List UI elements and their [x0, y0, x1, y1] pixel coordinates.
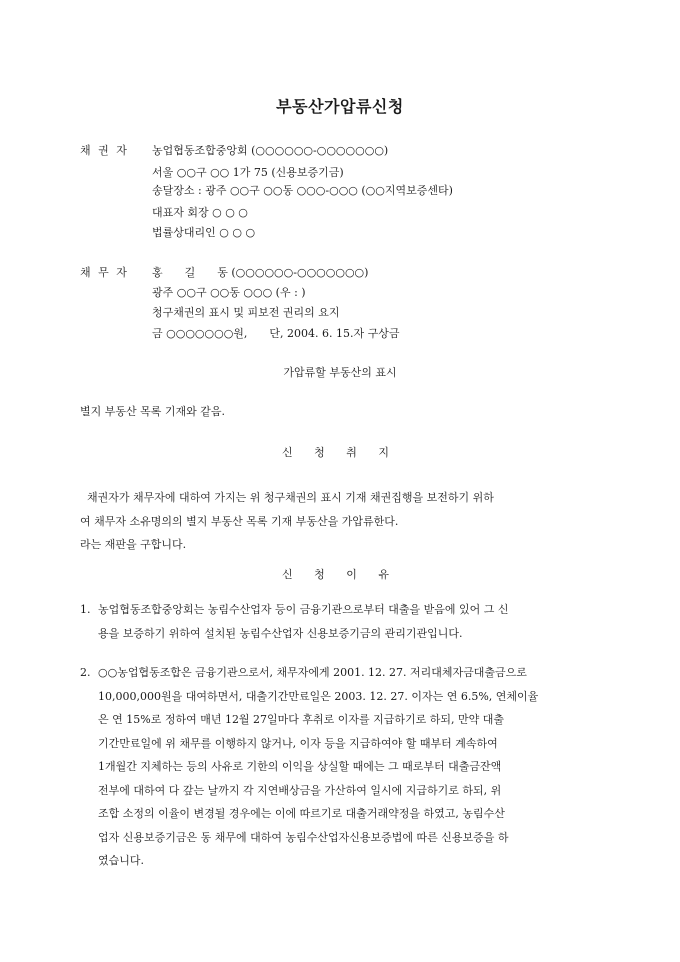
- reason-line: ○○농업협동조합은 금융기관으로서, 채무자에게 2001. 12. 27. 저리대체자금대출금으로: [98, 666, 527, 679]
- reason-line: 은 연 15%로 정하여 매년 12월 27일마다 후취로 이자를 지급하기로 하되, 만약 대출: [98, 713, 505, 726]
- property-heading: 가압류할 부동산의 표시: [283, 366, 397, 379]
- purpose-line: 여 채무자 소유명의의 별지 부동산 목록 기재 부동산을 가압류한다.: [80, 514, 399, 528]
- creditor-representative: 대표자 회장 ○ ○ ○: [152, 206, 248, 219]
- property-text: 별지 부동산 목록 기재와 같음.: [80, 405, 225, 418]
- debtor-label: 채 무 자: [80, 266, 129, 279]
- creditor-address: 서울 ○○구 ○○ 1가 75 (신용보증기금): [152, 166, 344, 179]
- reason-line: 업자 신용보증기금은 동 채무에 대하여 농림수산업자신용보증법에 따른 신용보증을 하: [98, 830, 509, 844]
- reason-item-1: [80, 598, 509, 645]
- creditor-legal-agent: 법률상대리인 ○ ○ ○: [152, 226, 256, 239]
- claim-amount: 금 ○○○○○○○원, 단, 2004. 6. 15.자 구상금: [152, 327, 400, 340]
- creditor-name: 농업협동조합중앙회 (○○○○○○-○○○○○○○): [152, 144, 389, 157]
- reason-line: 전부에 대하여 다 갚는 날까지 각 지연배상금을 가산하여 일시에 지급하기로 하되, 위: [98, 783, 502, 797]
- document-title: 부동산가압류신청: [276, 97, 404, 116]
- creditor-label: 채 권 자: [80, 144, 129, 157]
- reason-line: 였습니다.: [98, 854, 145, 867]
- claim-heading: 청구채권의 표시 및 피보전 권리의 요지: [152, 306, 340, 319]
- reason-heading: 신 청 이 유: [282, 568, 398, 581]
- purpose-heading: 신 청 취 지: [282, 446, 398, 459]
- debtor-name: 홍 길 동 (○○○○○○-○○○○○○○): [152, 266, 369, 279]
- purpose-line: 라는 재판을 구합니다.: [80, 538, 187, 551]
- purpose-paragraph: [80, 486, 494, 557]
- reason-line: 농업협동조합중앙회는 농림수산업자 등이 금융기관으로부터 대출을 받음에 있어 그 신: [98, 603, 509, 616]
- reason-number: 1.: [80, 603, 91, 616]
- creditor-service-address: 송달장소 : 광주 ○○구 ○○동 ○○○-○○○ (○○지역보증센타): [152, 184, 453, 197]
- reason-line: 1개월간 지체하는 등의 사유로 기한의 이익을 상실할 때에는 그 때로부터 대출금잔액: [98, 760, 502, 773]
- reason-item-2: [80, 661, 538, 873]
- debtor-address: 광주 ○○구 ○○동 ○○○ (우 : ): [152, 286, 306, 299]
- reason-line: 조합 소정의 이율이 변경될 경우에는 이에 따르기로 대출거래약정을 하였고, 농림수산: [98, 807, 505, 820]
- reason-line: 기간만료일에 위 채무를 이행하지 않거나, 이자 등을 지급하여야 할 때부터 계속하여: [98, 736, 498, 750]
- reason-number: 2.: [80, 666, 91, 679]
- reason-line: 용을 보증하기 위하여 설치된 농림수산업자 신용보증기금의 관리기관입니다.: [98, 626, 463, 640]
- reason-line: 10,000,000원을 대여하면서, 대출기간만료일은 2003. 12. 27. 이자는 연 6.5%, 연체이율: [98, 689, 539, 703]
- purpose-line: 채권자가 채무자에 대하여 가지는 위 청구채권의 표시 기재 채권집행을 보전하기 위하: [80, 491, 494, 504]
